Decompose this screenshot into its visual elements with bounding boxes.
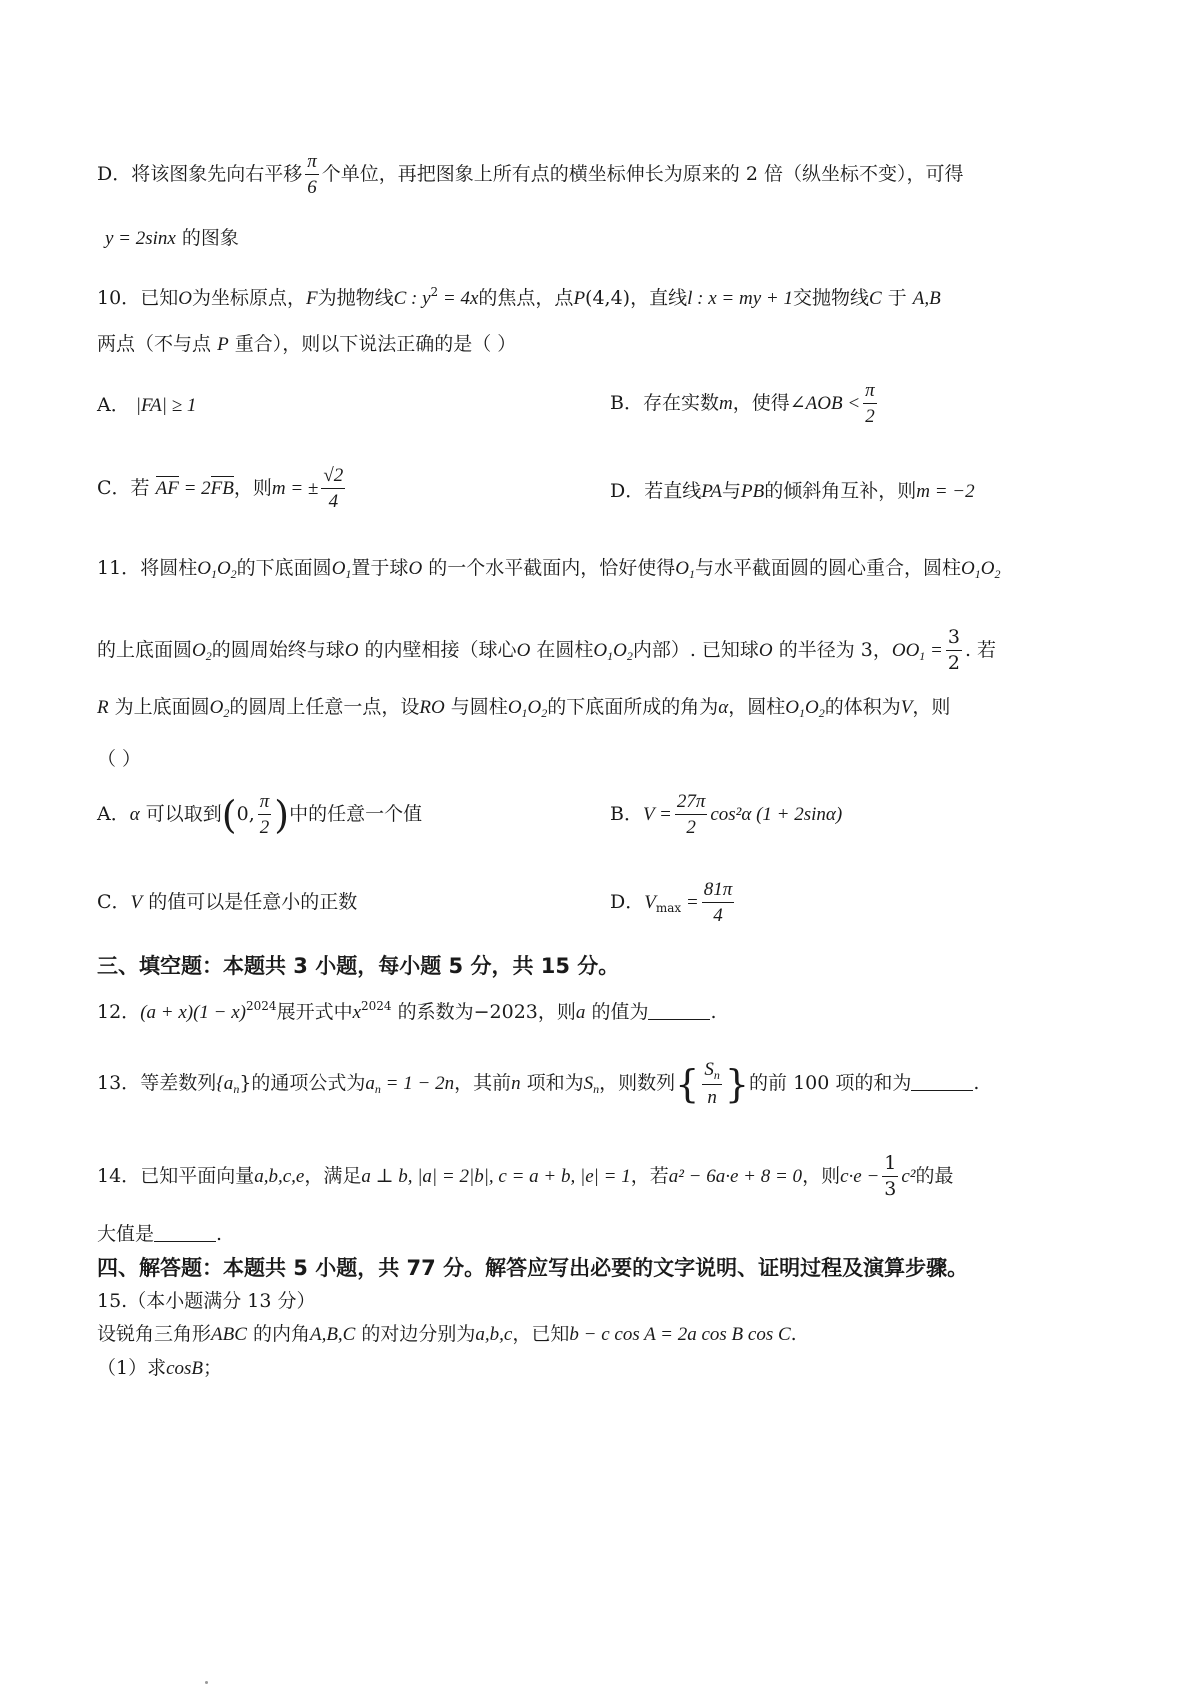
q10-option-d: D．若直线PA与PB的倾斜角互补，则m = −2 — [610, 480, 975, 502]
q9d-line-2 — [105, 229, 239, 248]
section-3-heading: 三、填空题：本题共 3 小题，每小题 5 分，共 15 分。 — [97, 954, 620, 978]
q9d-line2-text: 的图象 — [181, 227, 239, 249]
q11-option-a: A．α 可以取到(0, $\frac{\pi}{2}$ )中的任意一个值 — [97, 791, 423, 838]
q11-option-b: B．V = $\frac{27\pi}{2}$ cos²α (1 + 2sinα) — [610, 791, 843, 838]
q11-option-d: D．$V_{max}$ = $\frac{81\pi}{4}$ — [610, 879, 733, 926]
page-dot — [205, 1681, 208, 1684]
q9d-expr: y = 2sinx — [105, 228, 176, 249]
q11-stem-line-1: 11．将圆柱$O_1O_2$的下底面圆$O_1$置于球O 的一个水平截面内，恰好使得$O_1$与水平截面圆的圆心重合，圆柱$O_1O_2$ — [97, 557, 1001, 581]
q15-stem: 设锐角三角形ABC 的内角A,B,C 的对边分别为a,b,c，已知b − c cos A = 2a cos B cos C. — [97, 1323, 797, 1345]
q11-stem-line-2: 的上底面圆$O_2$的圆周始终与球O 的内壁相接（球心O 在圆柱$O_1O_2$内部）. 已知球O 的半径为 3，$OO_1$ = $\frac{3}{2}$ . 若 — [97, 626, 997, 674]
q9d-fraction: $\frac{\pi}{6}$ — [307, 151, 317, 198]
q14-line-2: 大值是 . — [97, 1223, 223, 1245]
q10-option-b: B．存在实数m，使得∠AOB < $\frac{\pi}{2}$ — [610, 380, 875, 427]
q9d-label: D． — [97, 162, 132, 185]
section-4-heading: 四、解答题：本题共 5 小题，共 77 分。解答应写出必要的文字说明、证明过程及演算步骤。 — [97, 1256, 969, 1280]
q10-stem: 10．已知O为坐标原点，F为抛物线C : $y^2 = 4x$的焦点，点P(4,4)，直线l : x = my + 1交抛物线C 于 A,B — [97, 285, 941, 309]
answer-blank — [154, 1225, 216, 1242]
q9d-text: 将该图象先向右平移 — [131, 162, 303, 185]
q15-sub-1: （1）求cosB； — [97, 1357, 223, 1379]
q11-option-c: C．V 的值可以是任意小的正数 — [97, 891, 358, 913]
q10-option-c: C．若 AF = 2FB，则m = ± $\frac{√2}{4}$ — [97, 465, 344, 512]
answer-blank — [911, 1074, 973, 1091]
q10-option-a: A． |FA| ≥ 1 — [97, 394, 197, 416]
q15-title: 15.（本小题满分 13 分） — [97, 1290, 316, 1312]
q11-stem-line-4: （ ） — [97, 748, 142, 770]
q11-stem-line-3: R 为上底面圆$O_2$的圆周上任意一点，设RO 与圆柱$O_1O_2$的下底面所成的角为α，圆柱$O_1O_2$的体积为V，则 — [97, 696, 951, 720]
q9d-text-2: 个单位，再把图象上所有点的横坐标伸长为原来的 2 倍（纵坐标不变），可得 — [321, 162, 964, 185]
q9-option-d — [97, 152, 963, 198]
q14: 14．已知平面向量a,b,c,e，满足a ⊥ b, |a| = 2|b|, c = a + b, |e| = 1，若a² − 6a·e + 8 = 0，则c·e − $\frac{1}{3}$ c²的最 — [97, 1152, 954, 1200]
q10-stem-line-2: 两点（不与点 P 重合），则以下说法正确的是（ ） — [97, 333, 517, 355]
q10-number: 10． — [97, 287, 141, 309]
q12: 12．$(a + x)(1 - x)^{2024}$展开式中$x^{2024}$ 的系数为−2023，则a 的值为 . — [97, 999, 717, 1023]
q13: 13．等差数列$\{a_n\}$的通项公式为$a_n = 1 - 2n$，其前n 项和为$S_n$，则数列{ $\frac{S_n}{n}$ }的前 100 项的和为 . — [97, 1059, 980, 1108]
answer-blank — [648, 1003, 710, 1020]
